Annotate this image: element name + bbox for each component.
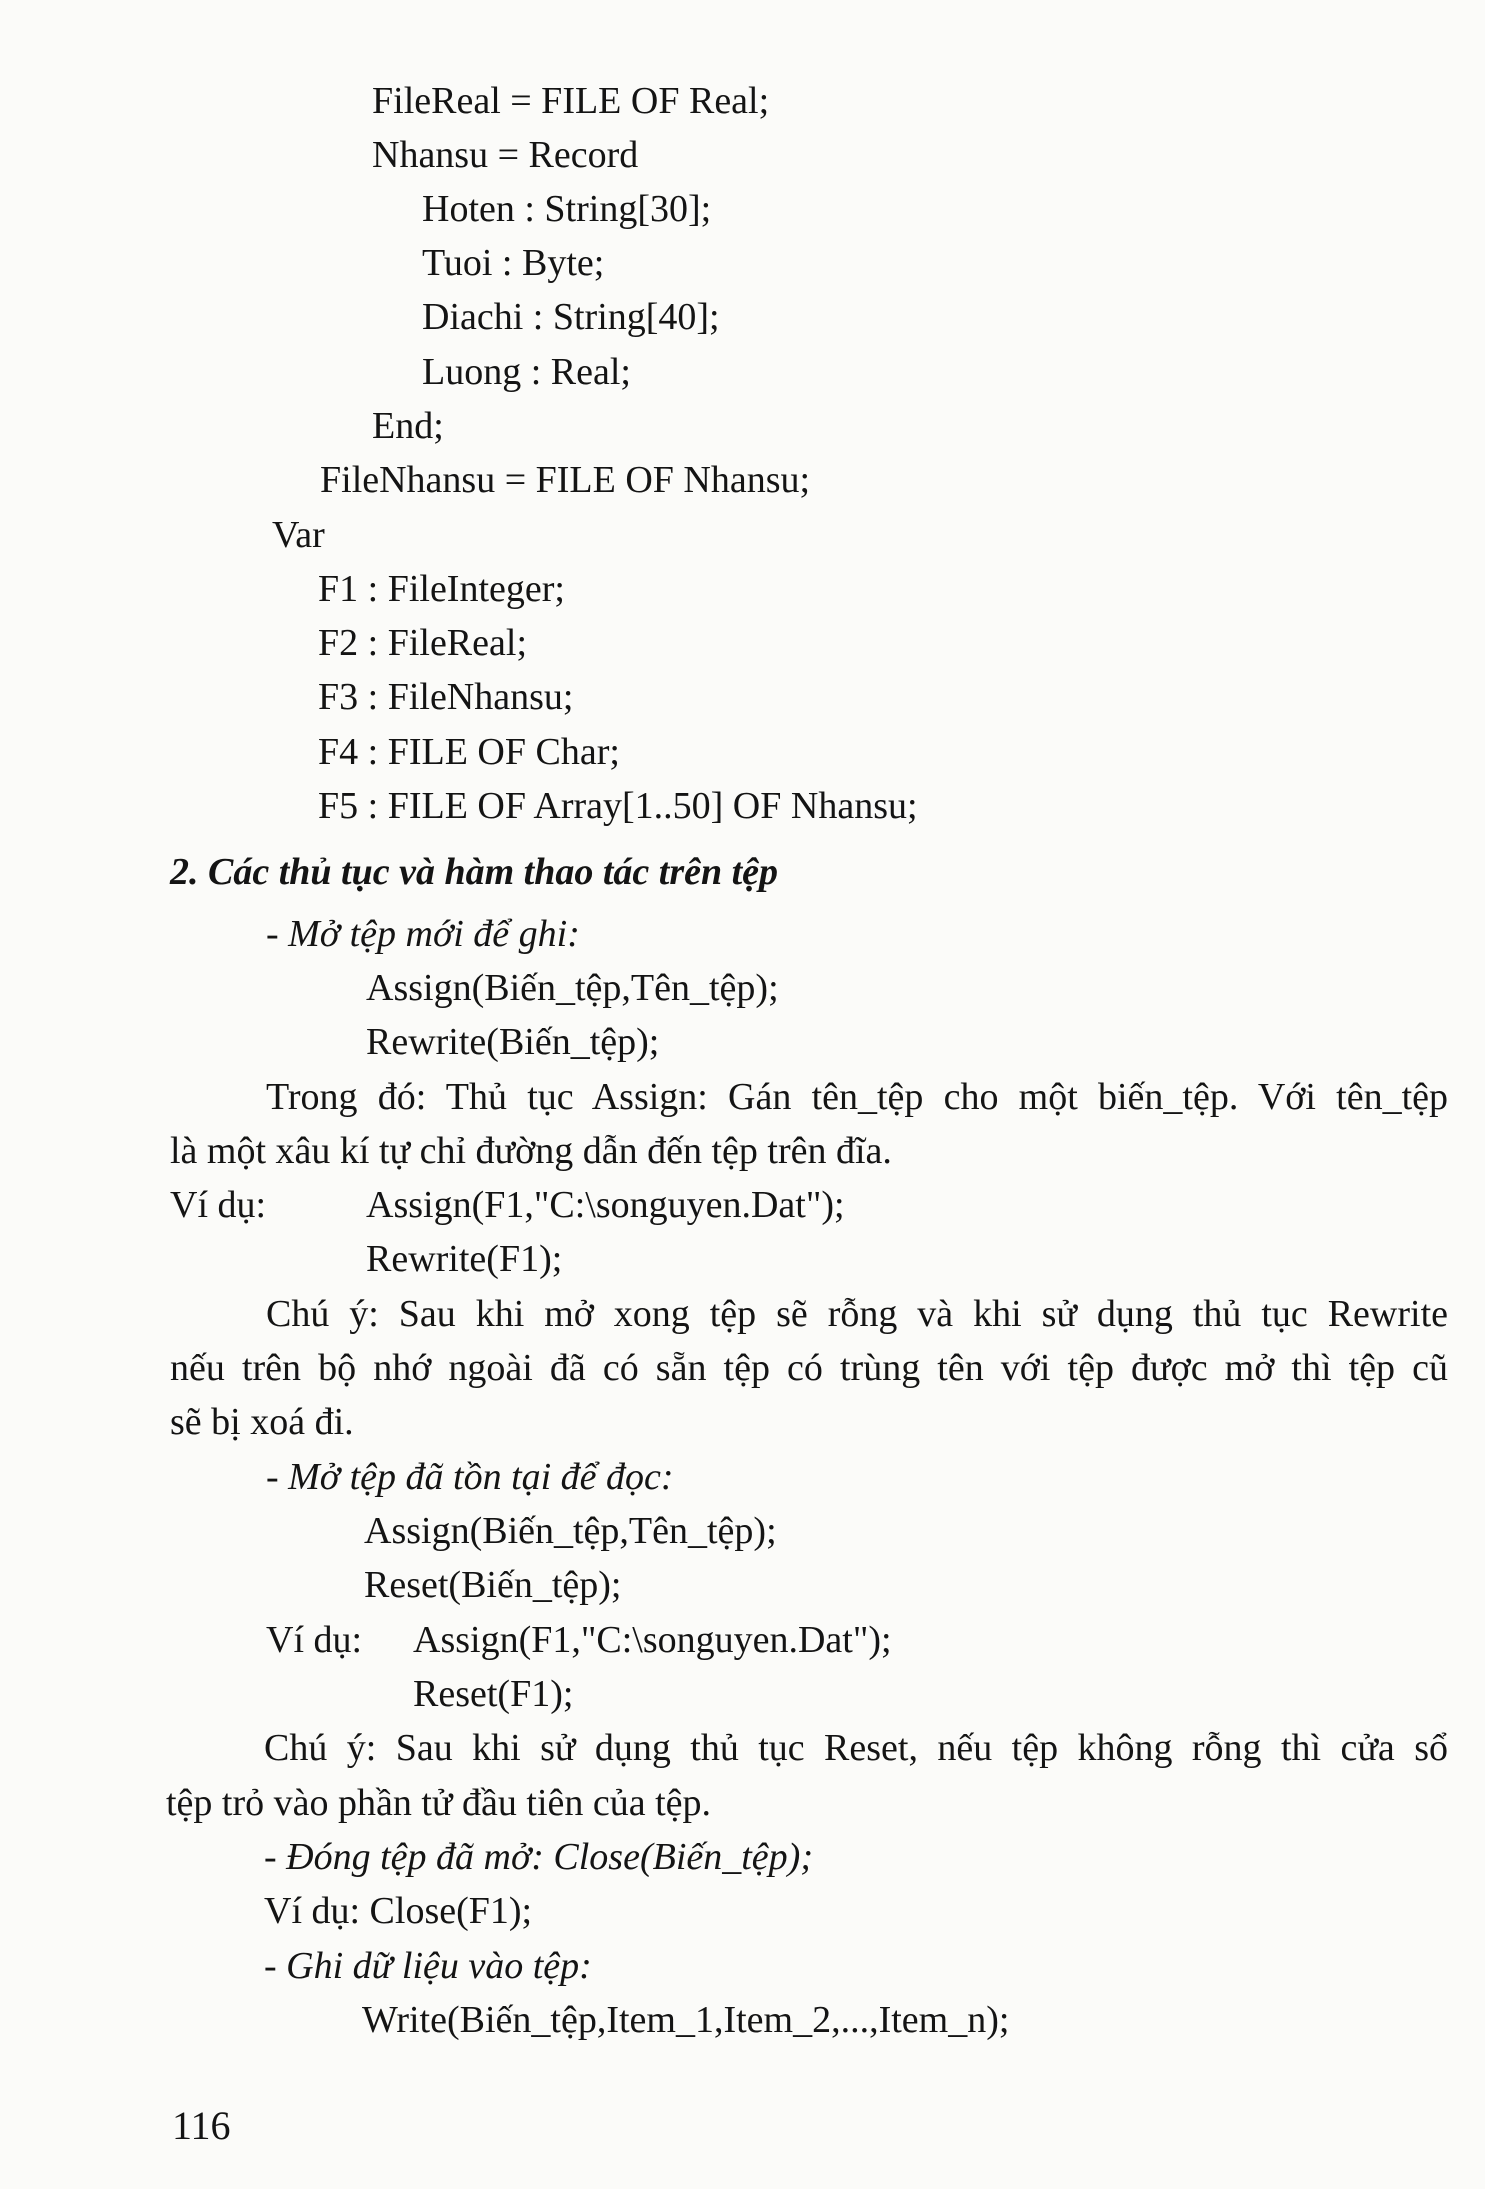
- section-heading: 2. Các thủ tục và hàm thao tác trên tệp: [170, 851, 779, 893]
- reset-syntax: Reset(Biến_tệp);: [364, 1564, 622, 1606]
- example-label-1: Ví dụ:: [170, 1184, 267, 1226]
- explain-line-2: là một xâu kí tự chỉ đường dẫn đến tệp trên đĩa.: [170, 1130, 892, 1172]
- example-label-2: Ví dụ:: [266, 1619, 363, 1661]
- assign-syntax: Assign(Biến_tệp,Tên_tệp);: [366, 967, 779, 1009]
- write-syntax: Write(Biến_tệp,Item_1,Item_2,...,Item_n);: [362, 1999, 1010, 2041]
- open-write-label: - Mở tệp mới để ghi:: [266, 913, 580, 955]
- example2-assign: Assign(F1,"C:\songuyen.Dat");: [413, 1619, 892, 1661]
- page-number: 116: [172, 2103, 231, 2148]
- code-line-end: End;: [372, 405, 444, 447]
- code-line-nhansu-record: Nhansu = Record: [372, 134, 639, 176]
- code-field-tuoi: Tuoi : Byte;: [422, 242, 605, 284]
- note1-line-1: Chú ý: Sau khi mở xong tệp sẽ rỗng và khi sử dụng thủ tục Rewrite: [266, 1293, 1448, 1335]
- code-line-filereal: FileReal = FILE OF Real;: [372, 80, 770, 122]
- note1-line-2: nếu trên bộ nhớ ngoài đã có sẵn tệp có trùng tên với tệp được mở thì tệp cũ: [170, 1347, 1448, 1389]
- example1-rewrite: Rewrite(F1);: [366, 1238, 563, 1280]
- code-var-f4: F4 : FILE OF Char;: [318, 731, 620, 773]
- code-var-f5: F5 : FILE OF Array[1..50] OF Nhansu;: [318, 785, 918, 827]
- code-var-f3: F3 : FileNhansu;: [318, 676, 574, 718]
- code-field-luong: Luong : Real;: [422, 351, 631, 393]
- code-field-diachi: Diachi : String[40];: [422, 296, 720, 338]
- example1-assign: Assign(F1,"C:\songuyen.Dat");: [366, 1184, 845, 1226]
- write-label: - Ghi dữ liệu vào tệp:: [264, 1945, 592, 1987]
- example2-reset: Reset(F1);: [413, 1673, 574, 1715]
- close-example: Ví dụ: Close(F1);: [264, 1890, 533, 1932]
- assign-syntax-2: Assign(Biến_tệp,Tên_tệp);: [364, 1510, 777, 1552]
- code-var-f2: F2 : FileReal;: [318, 622, 527, 664]
- note1-line-3: sẽ bị xoá đi.: [170, 1401, 354, 1443]
- note2-line-2: tệp trỏ vào phần tử đầu tiên của tệp.: [166, 1782, 712, 1824]
- code-var-keyword: Var: [272, 514, 325, 556]
- code-line-filenhansu: FileNhansu = FILE OF Nhansu;: [320, 459, 811, 501]
- open-read-label: - Mở tệp đã tồn tại để đọc:: [266, 1456, 674, 1498]
- close-label: - Đóng tệp đã mở: Close(Biến_tệp);: [264, 1836, 813, 1878]
- explain-line-1: Trong đó: Thủ tục Assign: Gán tên_tệp cho một biến_tệp. Với tên_tệp: [266, 1076, 1448, 1118]
- code-field-hoten: Hoten : String[30];: [422, 188, 712, 230]
- code-var-f1: F1 : FileInteger;: [318, 568, 565, 610]
- rewrite-syntax: Rewrite(Biến_tệp);: [366, 1021, 660, 1063]
- note2-line-1: Chú ý: Sau khi sử dụng thủ tục Reset, nếu tệp không rỗng thì cửa sổ: [264, 1727, 1448, 1769]
